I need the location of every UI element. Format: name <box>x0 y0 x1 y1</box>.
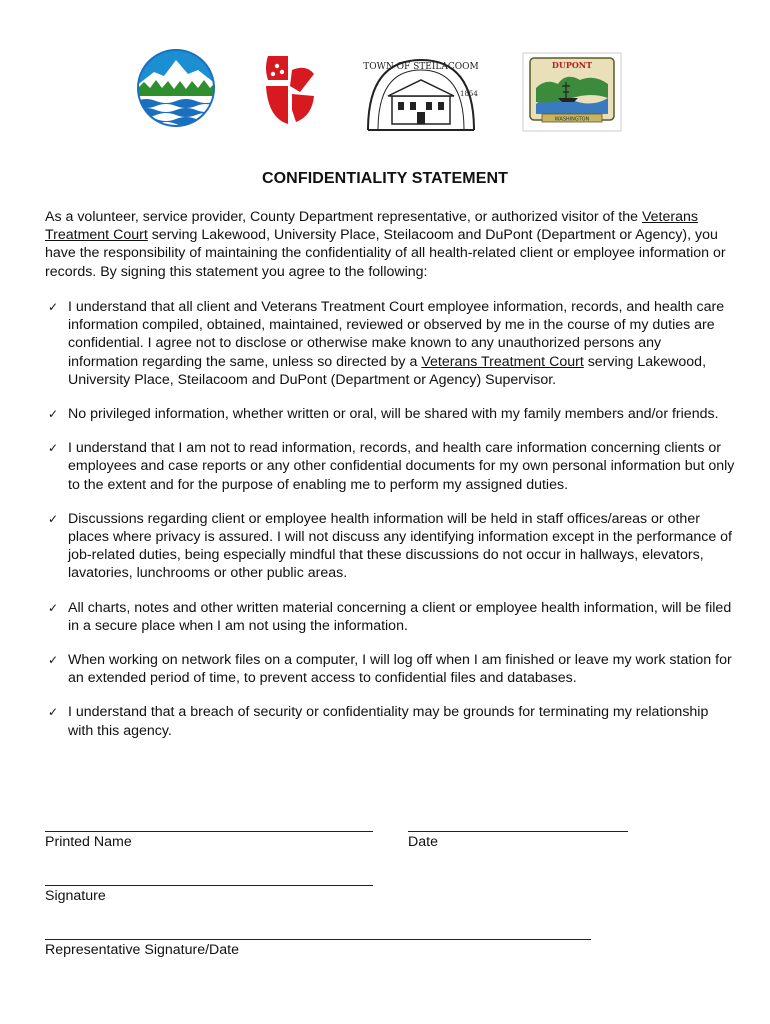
list-item: ✓ I understand that all client and Veterans Treatment Court employee information, records, and health care information compiled, obtained, maintained, reviewed or observed by me in the course of my duties are confidential. I agree not to disclose or otherwise make known to any unauthorized persons any information regarding the same, unless so directed by a Veterans Treatment Court serving Lakewood, University Place, Steilacoom and DuPont (Department or Agency) Supervisor. <box>48 299 725 388</box>
checkmark-icon: ✓ <box>48 300 59 314</box>
intro-paragraph <box>45 208 735 281</box>
list-item: ✓ I understand that a breach of security or confidentiality may be grounds for terminating my relationship with this agency. <box>48 704 709 739</box>
red-flower-logo <box>260 52 318 128</box>
city-of-dupont-seal <box>522 52 622 132</box>
logo-row <box>0 46 770 136</box>
date-label: Date <box>408 834 438 850</box>
intro-text-2: serving Lakewood, University Place, Steilacoom and DuPont (Department or Agency), you have the responsibility of maintaining the confidentiality of all health-related client or employee information or records. By signing this statement you agree to the following: <box>45 227 726 280</box>
intro-court-name: Veterans Treatment Court <box>45 209 698 244</box>
printed-name-label: Printed Name <box>45 834 132 850</box>
checkmark-icon: ✓ <box>48 600 59 615</box>
svg-text:WASHINGTON: WASHINGTON <box>554 116 590 123</box>
list-item: ✓ I understand that I am not to read information, records, and health care information concerning clients or employees and case reports or any other confidential documents for my own personal information but only to the extent and for the purpose of enabling me to perform my assigned duties. <box>48 440 735 493</box>
svg-text:TOWN OF STEILACOOM: TOWN OF STEILACOOM <box>363 62 479 72</box>
list-item: ✓ Discussions regarding client or employee health information will be held in staff offices/areas or other places where privacy is assured. I will not discuss any identifying information except in the performance of job-related duties, being especially mindful that these discussions do not occur in hallways, elevators, lavatories, lunchrooms or other public areas. <box>48 510 732 582</box>
signature-line[interactable] <box>45 885 373 886</box>
checkmark-icon: ✓ <box>48 441 59 456</box>
checkmark-icon: ✓ <box>48 511 59 526</box>
checkmark-icon: ✓ <box>48 407 59 422</box>
town-of-steilacoom-seal <box>362 56 480 132</box>
list-item: ✓ No privileged information, whether written or oral, will be shared with my family members and/or friends. <box>48 406 719 423</box>
checkmark-icon: ✓ <box>48 705 59 720</box>
printed-name-line[interactable] <box>45 831 373 832</box>
date-line[interactable] <box>408 831 628 832</box>
document-title: CONFIDENTIALITY STATEMENT <box>261 170 509 187</box>
list-item: ✓ When working on network files on a computer, I will log off when I am finished or leave my work station for an extended period of time, to prevent access to confidential files and databases. <box>48 652 732 687</box>
intro-text-1: As a volunteer, service provider, County Department representative, or authorized visitor of the <box>45 209 642 225</box>
representative-signature-label: Representative Signature/Date <box>45 942 240 958</box>
svg-text:DUPONT: DUPONT <box>551 60 593 70</box>
mountain-waves-logo <box>136 46 216 130</box>
list-item: ✓ All charts, notes and other written material concerning a client or employee health information, will be filed in a secure place when I am not using the information. <box>48 599 732 634</box>
checkmark-icon: ✓ <box>48 653 59 668</box>
representative-signature-line[interactable] <box>45 939 591 940</box>
agreement-list <box>45 298 735 740</box>
svg-text:1854: 1854 <box>460 90 478 98</box>
signature-label: Signature <box>45 888 106 904</box>
